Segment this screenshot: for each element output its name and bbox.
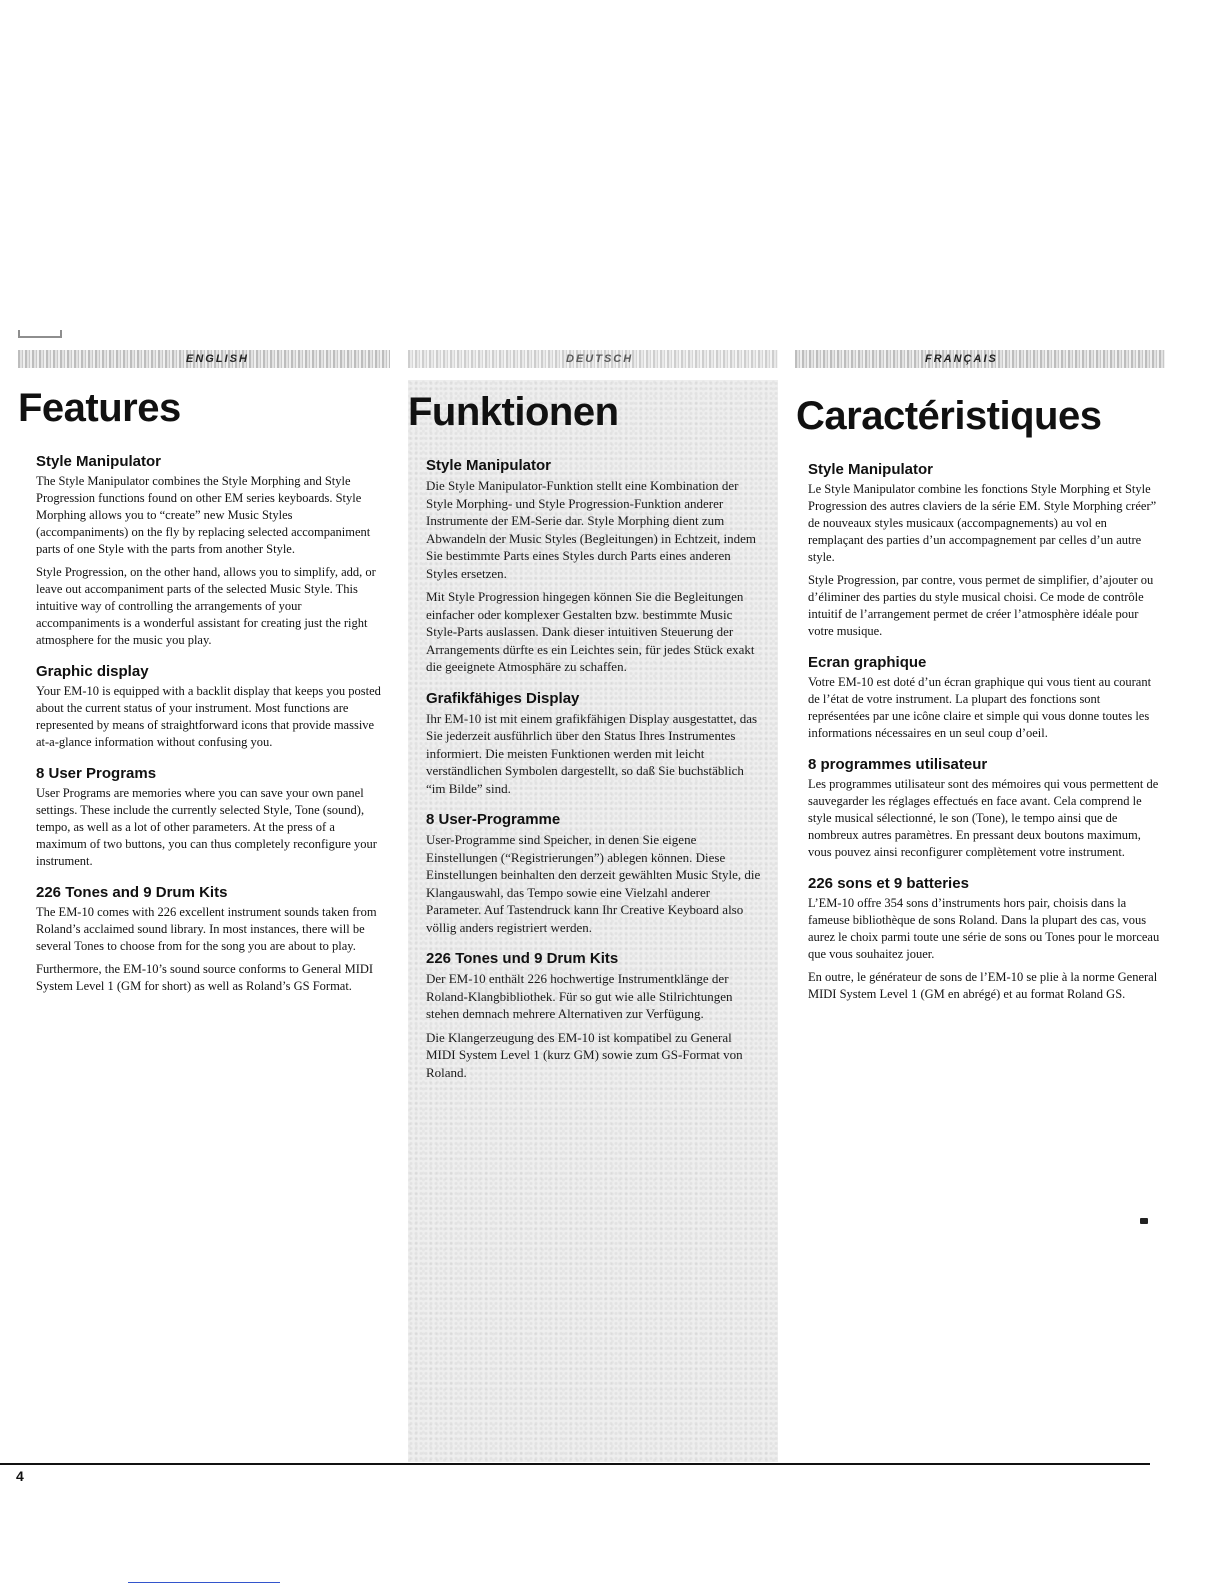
section-heading: 226 Tones and 9 Drum Kits xyxy=(36,884,228,901)
language-label-english: ENGLISH xyxy=(186,353,249,365)
section-tones-drum-kits xyxy=(408,950,778,1081)
language-bar-french xyxy=(795,350,1165,368)
page-title-french: Caractéristiques xyxy=(796,394,1102,438)
section-graphic-display xyxy=(408,690,778,798)
paragraph: Le Style Manipulator combine les fonctions Style Morphing et Style Progression des autres claviers de la série EM. Style Morphing créer” de nouveaux styles musicaux (accompagnements) au vol en remplaçant des parties d’un accompagnement par celles d’un autre style. xyxy=(808,482,1157,564)
footer-rule xyxy=(0,1463,1150,1465)
paragraph: The Style Manipulator combines the Style Morphing and Style Progression functions found on other EM series keyboards. Style Morphing allows you to “create” new Music Styles (accompaniments) on the fly by replacing selected accompaniment parts of one Style with the parts from another Style. xyxy=(36,474,371,556)
language-label-french: FRANÇAIS xyxy=(925,353,998,365)
paragraph: Les programmes utilisateur sont des mémoires qui vous permettent de sauvegarder les réglages effectués en face avant. Cela comprend le style musical sélectionné, le son (Tone), le tempo ainsi que de nombreux autres paramètres. En pressant deux boutons maximum, vous pouvez ainsi reconfigurer complètement votre instrument. xyxy=(808,777,1159,859)
paragraph: Style Progression, par contre, vous permet de simplifier, d’ajouter ou d’éliminer des parties du style musical choisi. Ce mode de contrôle intuitif de l’arrangement permet de créer l’atmosphère idéale pour votre musique. xyxy=(808,573,1154,638)
paragraph: Die Klangerzeugung des EM-10 ist kompatibel zu General MIDI System Level 1 (kurz GM) sowie zum GS-Format von Roland. xyxy=(426,1029,743,1080)
paragraph: L’EM-10 offre 354 sons d’instruments hors pair, choisis dans la fameuse bibliothèque de sons Roland. Dans la plupart des cas, vous aurez le choix parmi toute une série de sons ou Tones pour le morceau que vous souhaitez jouer. xyxy=(808,896,1160,961)
page-title-english: Features xyxy=(18,386,181,430)
section-tones-drum-kits xyxy=(808,875,1160,1003)
section-style-manipulator xyxy=(18,453,390,649)
section-heading: 226 sons et 9 batteries xyxy=(808,875,969,892)
section-user-programs xyxy=(18,765,390,870)
paragraph: Your EM-10 is equipped with a backlit display that keeps you posted about the current status of your instrument. Most functions are represented by means of straightforward icons that provide massive at-a-glance information without confusing you. xyxy=(36,684,381,749)
section-heading: 8 User-Programme xyxy=(426,811,561,828)
section-graphic-display xyxy=(808,654,1160,742)
section-graphic-display xyxy=(18,663,390,751)
language-bar-german xyxy=(408,350,778,368)
section-heading: Ecran graphique xyxy=(808,654,927,671)
section-heading: Style Manipulator xyxy=(808,461,934,478)
scan-artifact-line xyxy=(128,1582,280,1583)
section-heading: Graphic display xyxy=(36,663,149,680)
paragraph: Ihr EM-10 ist mit einem grafikfähigen Display ausgestattet, das Sie jederzeit ausführlich über den Status Ihres Instrumentes informiert. Die meisten Funktionen werden mit leicht verständlichen Symbolen dargestellt, so daß Sie buchstäblich “im Bilde” sind. xyxy=(426,710,758,796)
french-column xyxy=(796,380,1160,1017)
section-heading: 8 User Programs xyxy=(36,765,157,782)
english-column xyxy=(18,380,390,1009)
section-heading: Style Manipulator xyxy=(426,457,552,474)
registration-mark xyxy=(1140,1218,1148,1224)
paragraph: The EM-10 comes with 226 excellent instrument sounds taken from Roland’s acclaimed sound library. In most instances, there will be several Tones to choose from for the song you are about to play. xyxy=(36,905,377,953)
page-number: 4 xyxy=(16,1468,24,1484)
german-column xyxy=(408,380,778,1462)
section-tones-drum-kits xyxy=(18,884,390,995)
section-heading: Grafikfähiges Display xyxy=(426,689,580,707)
paragraph: Die Style Manipulator-Funktion stellt eine Kombination der Style Morphing- und Style Progression-Funktion anderer Instrumente der EM-Serie dar. Style Morphing dient zum Abwandeln der Music Styles (Begleitungen) in Echtzeit, indem Sie bestimmte Parts eines Styles durch Parts eines anderen Styles ersetzen. xyxy=(426,478,756,581)
paragraph: User-Programme sind Speicher, in denen Sie eigene Einstellungen (“Registrierungen”) ablegen können. Diese Einstellungen beinhalten den derzeit gewählten Music Style, die Klangauswahl, das Tempo sowie eine Vielzahl anderer Parameter. Auf Tastendruck kann Ihr Creative Keyboard also völlig anders registriert werden. xyxy=(426,832,761,935)
paragraph: En outre, le générateur de sons de l’EM-10 se plie à la norme General MIDI System Level 1 (GM en abrégé) et au format Roland GS. xyxy=(808,970,1158,1001)
paragraph: Furthermore, the EM-10’s sound source conforms to General MIDI System Level 1 (GM for short) as well as Roland’s GS Format. xyxy=(36,962,374,993)
section-heading: 8 programmes utilisateur xyxy=(808,756,988,773)
crop-mark xyxy=(18,330,62,338)
page-title-german: Funktionen xyxy=(408,390,619,434)
section-heading: 226 Tones und 9 Drum Kits xyxy=(426,950,619,967)
section-style-manipulator xyxy=(808,461,1160,640)
paragraph: User Programs are memories where you can save your own panel settings. These include the currently selected Style, Tone (sound), tempo, as well as a lot of other parameters. At the press of a maximum of two buttons, you can thus completely reconfigure your instrument. xyxy=(36,786,377,868)
section-user-programs xyxy=(408,811,778,936)
section-heading: Style Manipulator xyxy=(36,453,162,470)
section-user-programs xyxy=(808,756,1160,861)
paragraph: Votre EM-10 est doté d’un écran graphique qui vous tient au courant de l’état de votre instrument. La plupart des fonctions sont représentées par une icône claire et simple qui vous donne toutes les informations nécessaires en un seul coup d’oeil. xyxy=(808,675,1152,740)
language-label-german: DEUTSCH xyxy=(566,353,634,365)
paragraph: Mit Style Progression hingegen können Sie die Begleitungen einfacher oder komplexer Gestalten bzw. bestimmte Music Style-Parts auslassen. Dank dieser intuitiven Steuerung der Arrangements dürfte es ein Leichtes sein, für jedes Stück exakt die geeignete Atmosphäre zu schaffen. xyxy=(426,589,755,674)
language-bar-english xyxy=(18,350,390,368)
paragraph: Der EM-10 enthält 226 hochwertige Instrumentklänge der Roland-Klangbibliothek. Für so gut wie alle Stilrichtungen stehen demnach mehrere Alternativen zur Verfügung. xyxy=(426,971,733,1021)
paragraph: Style Progression, on the other hand, allows you to simplify, add, or leave out accompaniment parts of the selected Music Style. This intuitive way of controlling the arrangements of your accompaniments is a wonderful assistant for creating just the right atmosphere for the music you play. xyxy=(36,565,376,647)
section-style-manipulator xyxy=(408,457,778,676)
